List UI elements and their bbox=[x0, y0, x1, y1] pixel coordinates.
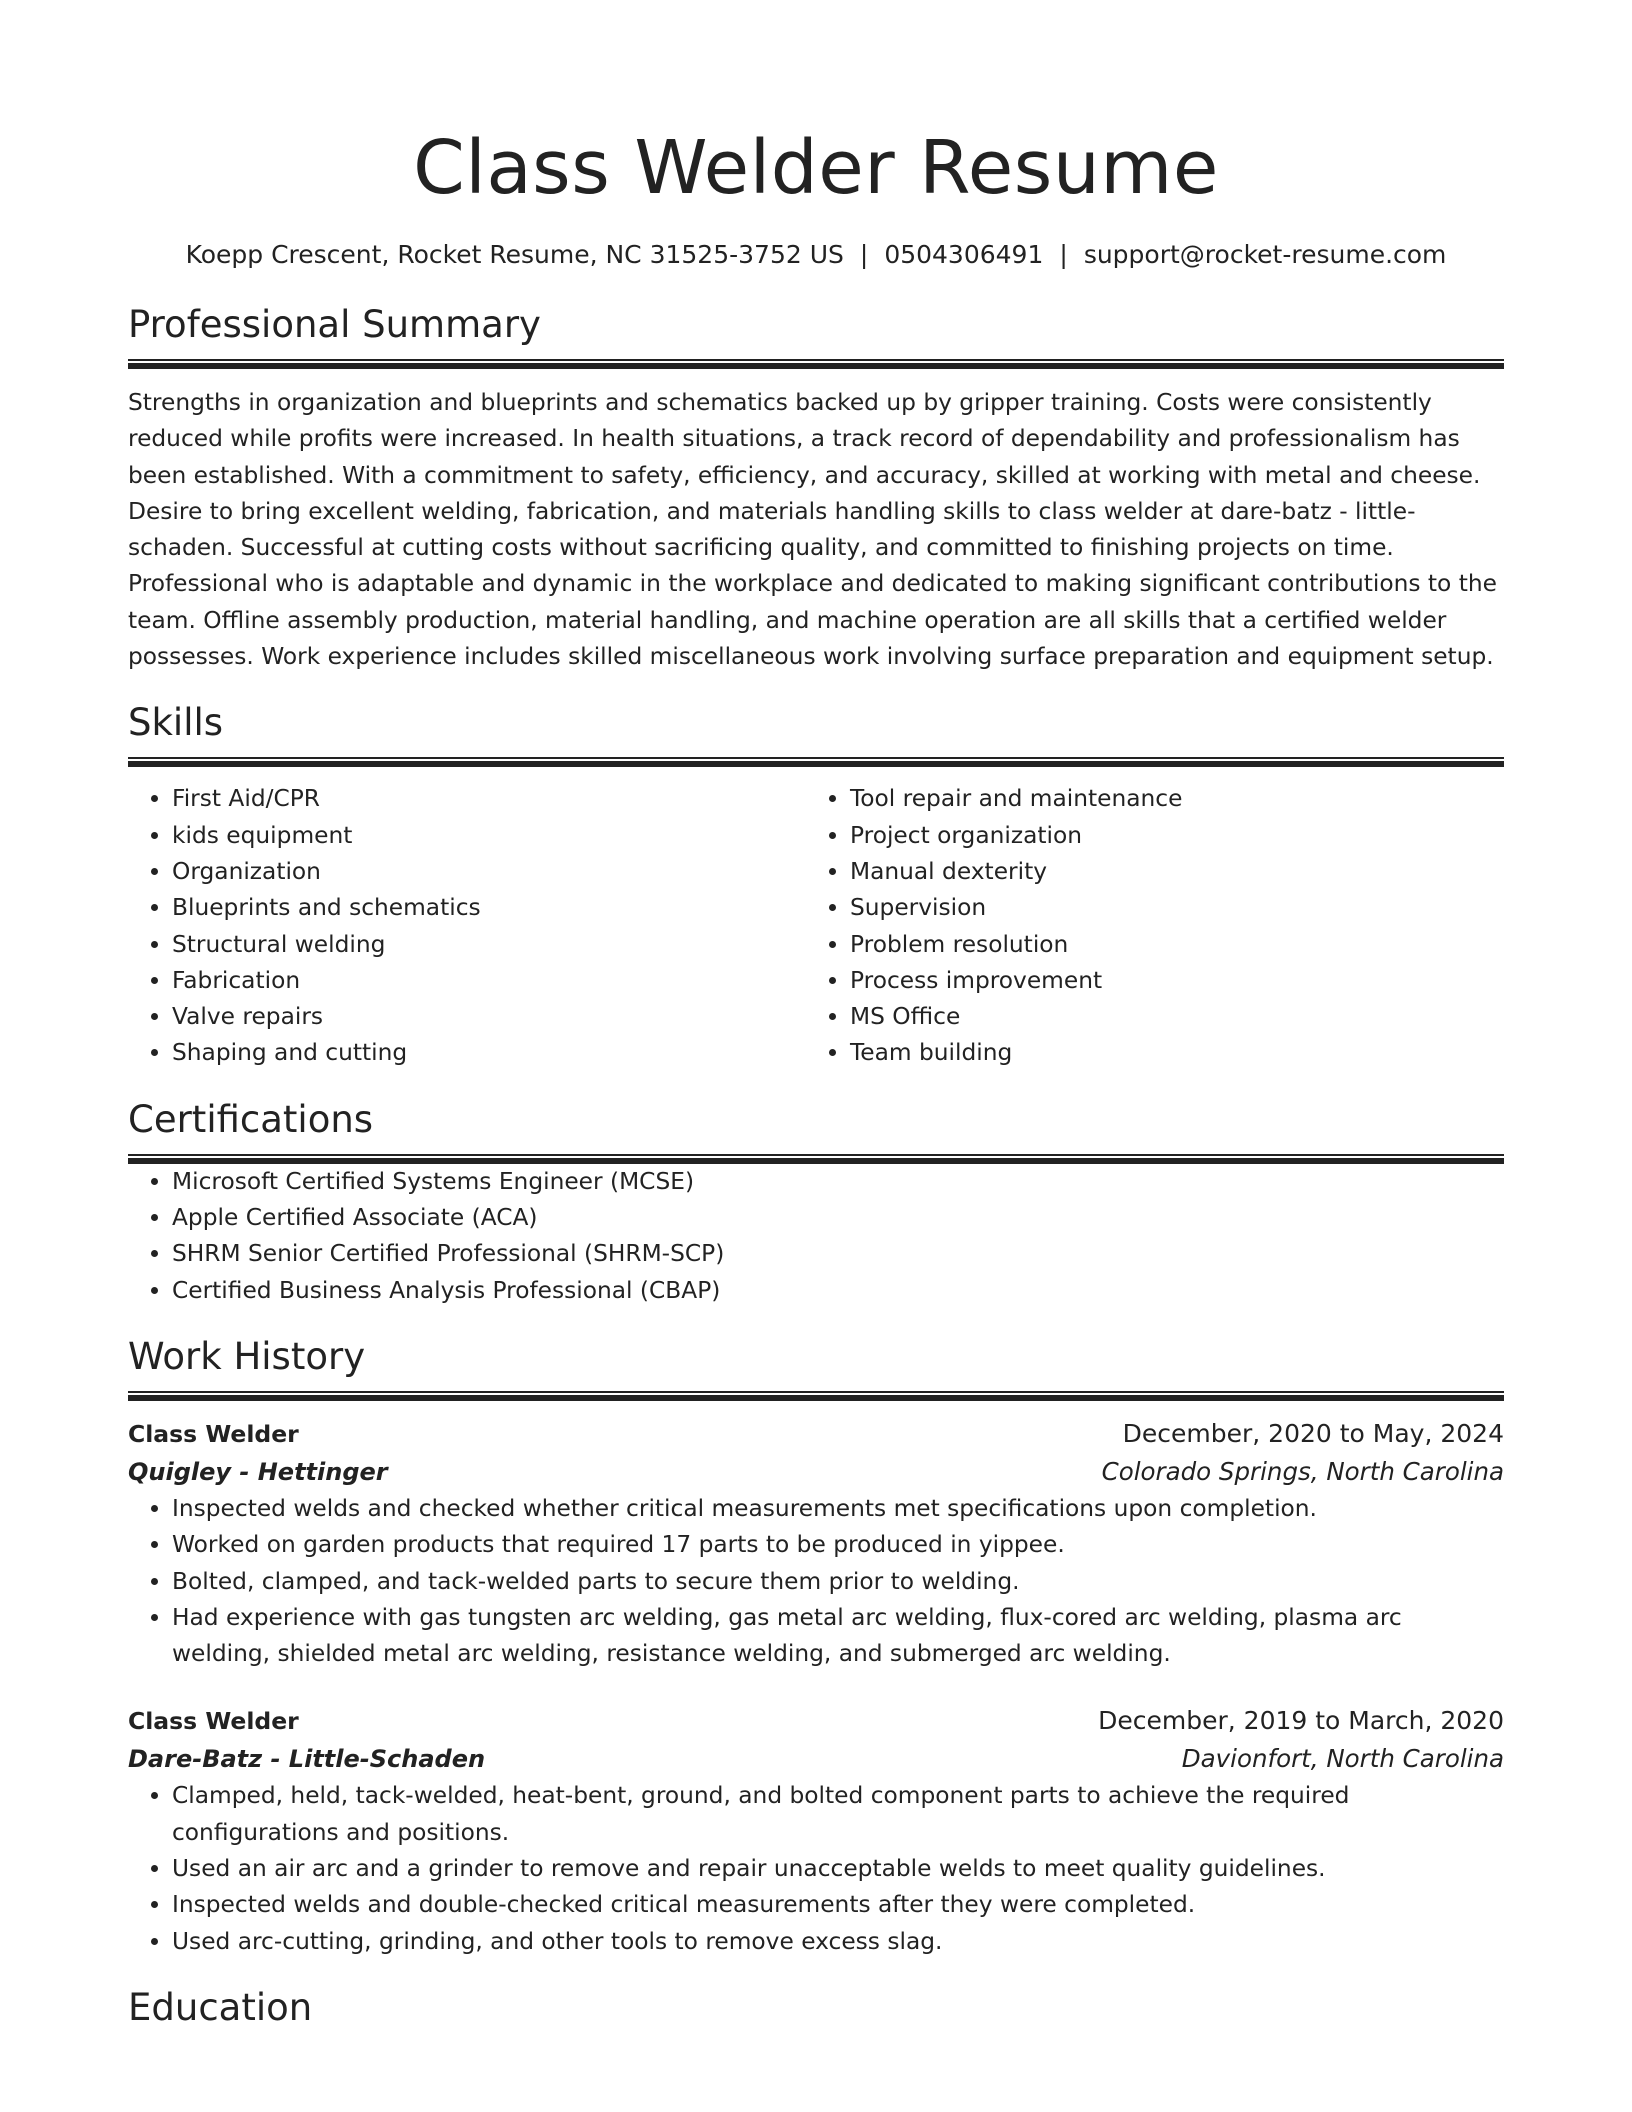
section-divider bbox=[128, 1154, 1504, 1164]
skill-item: • Shaping and cutting bbox=[172, 1035, 806, 1071]
certification-item: • Apple Certified Associate (ACA) bbox=[172, 1200, 1504, 1236]
job-task-list bbox=[128, 1491, 1504, 1672]
job-task: • Clamped, held, tack-welded, heat-bent, ground, and bolted component parts to achieve the required configurations and positions. bbox=[172, 1778, 1504, 1851]
job-task: • Bolted, clamped, and tack-welded parts to secure them prior to welding. bbox=[172, 1564, 1504, 1600]
skill-item: • Team building bbox=[850, 1035, 1484, 1071]
skill-item: • Supervision bbox=[850, 890, 1484, 926]
section-title-skills: Skills bbox=[128, 701, 224, 745]
skill-item: • Structural welding bbox=[172, 927, 806, 963]
skill-item: • Organization bbox=[172, 854, 806, 890]
job-entry bbox=[128, 1415, 1504, 1672]
section-title-education: Education bbox=[128, 1985, 313, 2029]
skill-item: • kids equipment bbox=[172, 818, 806, 854]
contact-address: Koepp Crescent, Rocket Resume, NC 31525-3752 US bbox=[185, 240, 844, 269]
job-dates: December, 2020 to May, 2024 bbox=[1122, 1418, 1504, 1448]
job-task-list bbox=[128, 1778, 1504, 1959]
section-divider bbox=[128, 1391, 1504, 1401]
job-location: Colorado Springs, North Carolina bbox=[1101, 1456, 1504, 1486]
contact-phone: 0504306491 bbox=[884, 240, 1044, 269]
certifications-list bbox=[128, 1164, 1504, 1309]
job-dates: December, 2019 to March, 2020 bbox=[1098, 1706, 1504, 1736]
skill-item: • Process improvement bbox=[850, 963, 1484, 999]
education-section bbox=[128, 1986, 1504, 2030]
job-task: • Used an air arc and a grinder to remove and repair unacceptable welds to meet quality guidelines. bbox=[172, 1851, 1504, 1887]
job-task: • Used arc-cutting, grinding, and other tools to remove excess slag. bbox=[172, 1924, 1504, 1960]
job-header bbox=[128, 1702, 1504, 1740]
skills-list-left bbox=[128, 781, 806, 1071]
job-subheader bbox=[128, 1740, 1504, 1778]
job-task: • Worked on garden products that required 17 parts to be produced in yippee. bbox=[172, 1527, 1504, 1563]
skills-section bbox=[128, 701, 1504, 1071]
contact-separator: | bbox=[859, 240, 869, 269]
job-company: Quigley - Hettinger bbox=[128, 1457, 388, 1486]
job-task: • Had experience with gas tungsten arc welding, gas metal arc welding, flux-cored arc welding, plasma arc welding, shielded metal arc welding, resistance welding, and submerged arc welding. bbox=[172, 1600, 1504, 1673]
job-title: Class Welder bbox=[128, 1419, 299, 1448]
skill-item: • Problem resolution bbox=[850, 927, 1484, 963]
skill-item: • Tool repair and maintenance bbox=[850, 781, 1484, 817]
certification-item: • SHRM Senior Certified Professional (SHRM-SCP) bbox=[172, 1236, 1504, 1272]
summary-text: Strengths in organization and blueprints and schematics backed up by gripper training. Costs were consistently reduced while profits were increased. In health situations, a track record of dependability and professionalism has been established. With a commitment to safety, efficiency, and accuracy, skilled at working with metal and cheese. Desire to bring excellent welding, fabrication, and materials handling skills to class welder at dare-batz - little-schaden. Successful at cutting costs without sacrificing quality, and committed to finishing projects on time. Professional who is adaptable and dynamic in the workplace and dedicated to making significant contributions to the team. Offline assembly production, material handling, and machine operation are all skills that a certified welder possesses. Work experience includes skilled miscellaneous work involving surface preparation and equipment setup. bbox=[128, 389, 1497, 671]
certification-item: • Certified Business Analysis Professional (CBAP) bbox=[172, 1273, 1504, 1309]
job-subheader bbox=[128, 1453, 1504, 1491]
section-title-summary: Professional Summary bbox=[128, 303, 541, 346]
skill-item: • Blueprints and schematics bbox=[172, 890, 806, 926]
job-header bbox=[128, 1415, 1504, 1453]
skill-item: • Fabrication bbox=[172, 963, 806, 999]
job-title: Class Welder bbox=[128, 1707, 299, 1736]
certification-item: • Microsoft Certified Systems Engineer (MCSE) bbox=[172, 1164, 1504, 1200]
summary-section bbox=[128, 303, 1504, 675]
section-divider bbox=[128, 757, 1504, 767]
skill-item: • First Aid/CPR bbox=[172, 781, 806, 817]
skill-item: • MS Office bbox=[850, 999, 1484, 1035]
resume-title: Class Welder Resume bbox=[413, 125, 1219, 211]
skills-column-right bbox=[806, 781, 1484, 1071]
skill-item: • Project organization bbox=[850, 818, 1484, 854]
resume-page bbox=[128, 118, 1504, 2030]
job-task: • Inspected welds and checked whether critical measurements met specifications upon completion. bbox=[172, 1491, 1504, 1527]
skills-column-left bbox=[128, 781, 806, 1071]
skill-item: • Valve repairs bbox=[172, 999, 806, 1035]
skills-list-right bbox=[806, 781, 1484, 1071]
contact-email: support@rocket-resume.com bbox=[1083, 240, 1447, 269]
job-location: Davionfort, North Carolina bbox=[1181, 1744, 1504, 1774]
work-history-section bbox=[128, 1335, 1504, 1960]
skill-item: • Manual dexterity bbox=[850, 854, 1484, 890]
job-task: • Inspected welds and double-checked critical measurements after they were completed. bbox=[172, 1887, 1504, 1923]
job-company: Dare-Batz - Little-Schaden bbox=[128, 1745, 486, 1774]
contact-line bbox=[128, 238, 1504, 272]
section-title-certifications: Certifications bbox=[128, 1097, 374, 1141]
job-entry bbox=[128, 1702, 1504, 1959]
section-divider bbox=[128, 359, 1504, 369]
skills-grid bbox=[128, 781, 1504, 1071]
contact-separator: | bbox=[1059, 240, 1068, 269]
section-title-work-history: Work History bbox=[128, 1334, 366, 1378]
certifications-section bbox=[128, 1098, 1504, 1309]
